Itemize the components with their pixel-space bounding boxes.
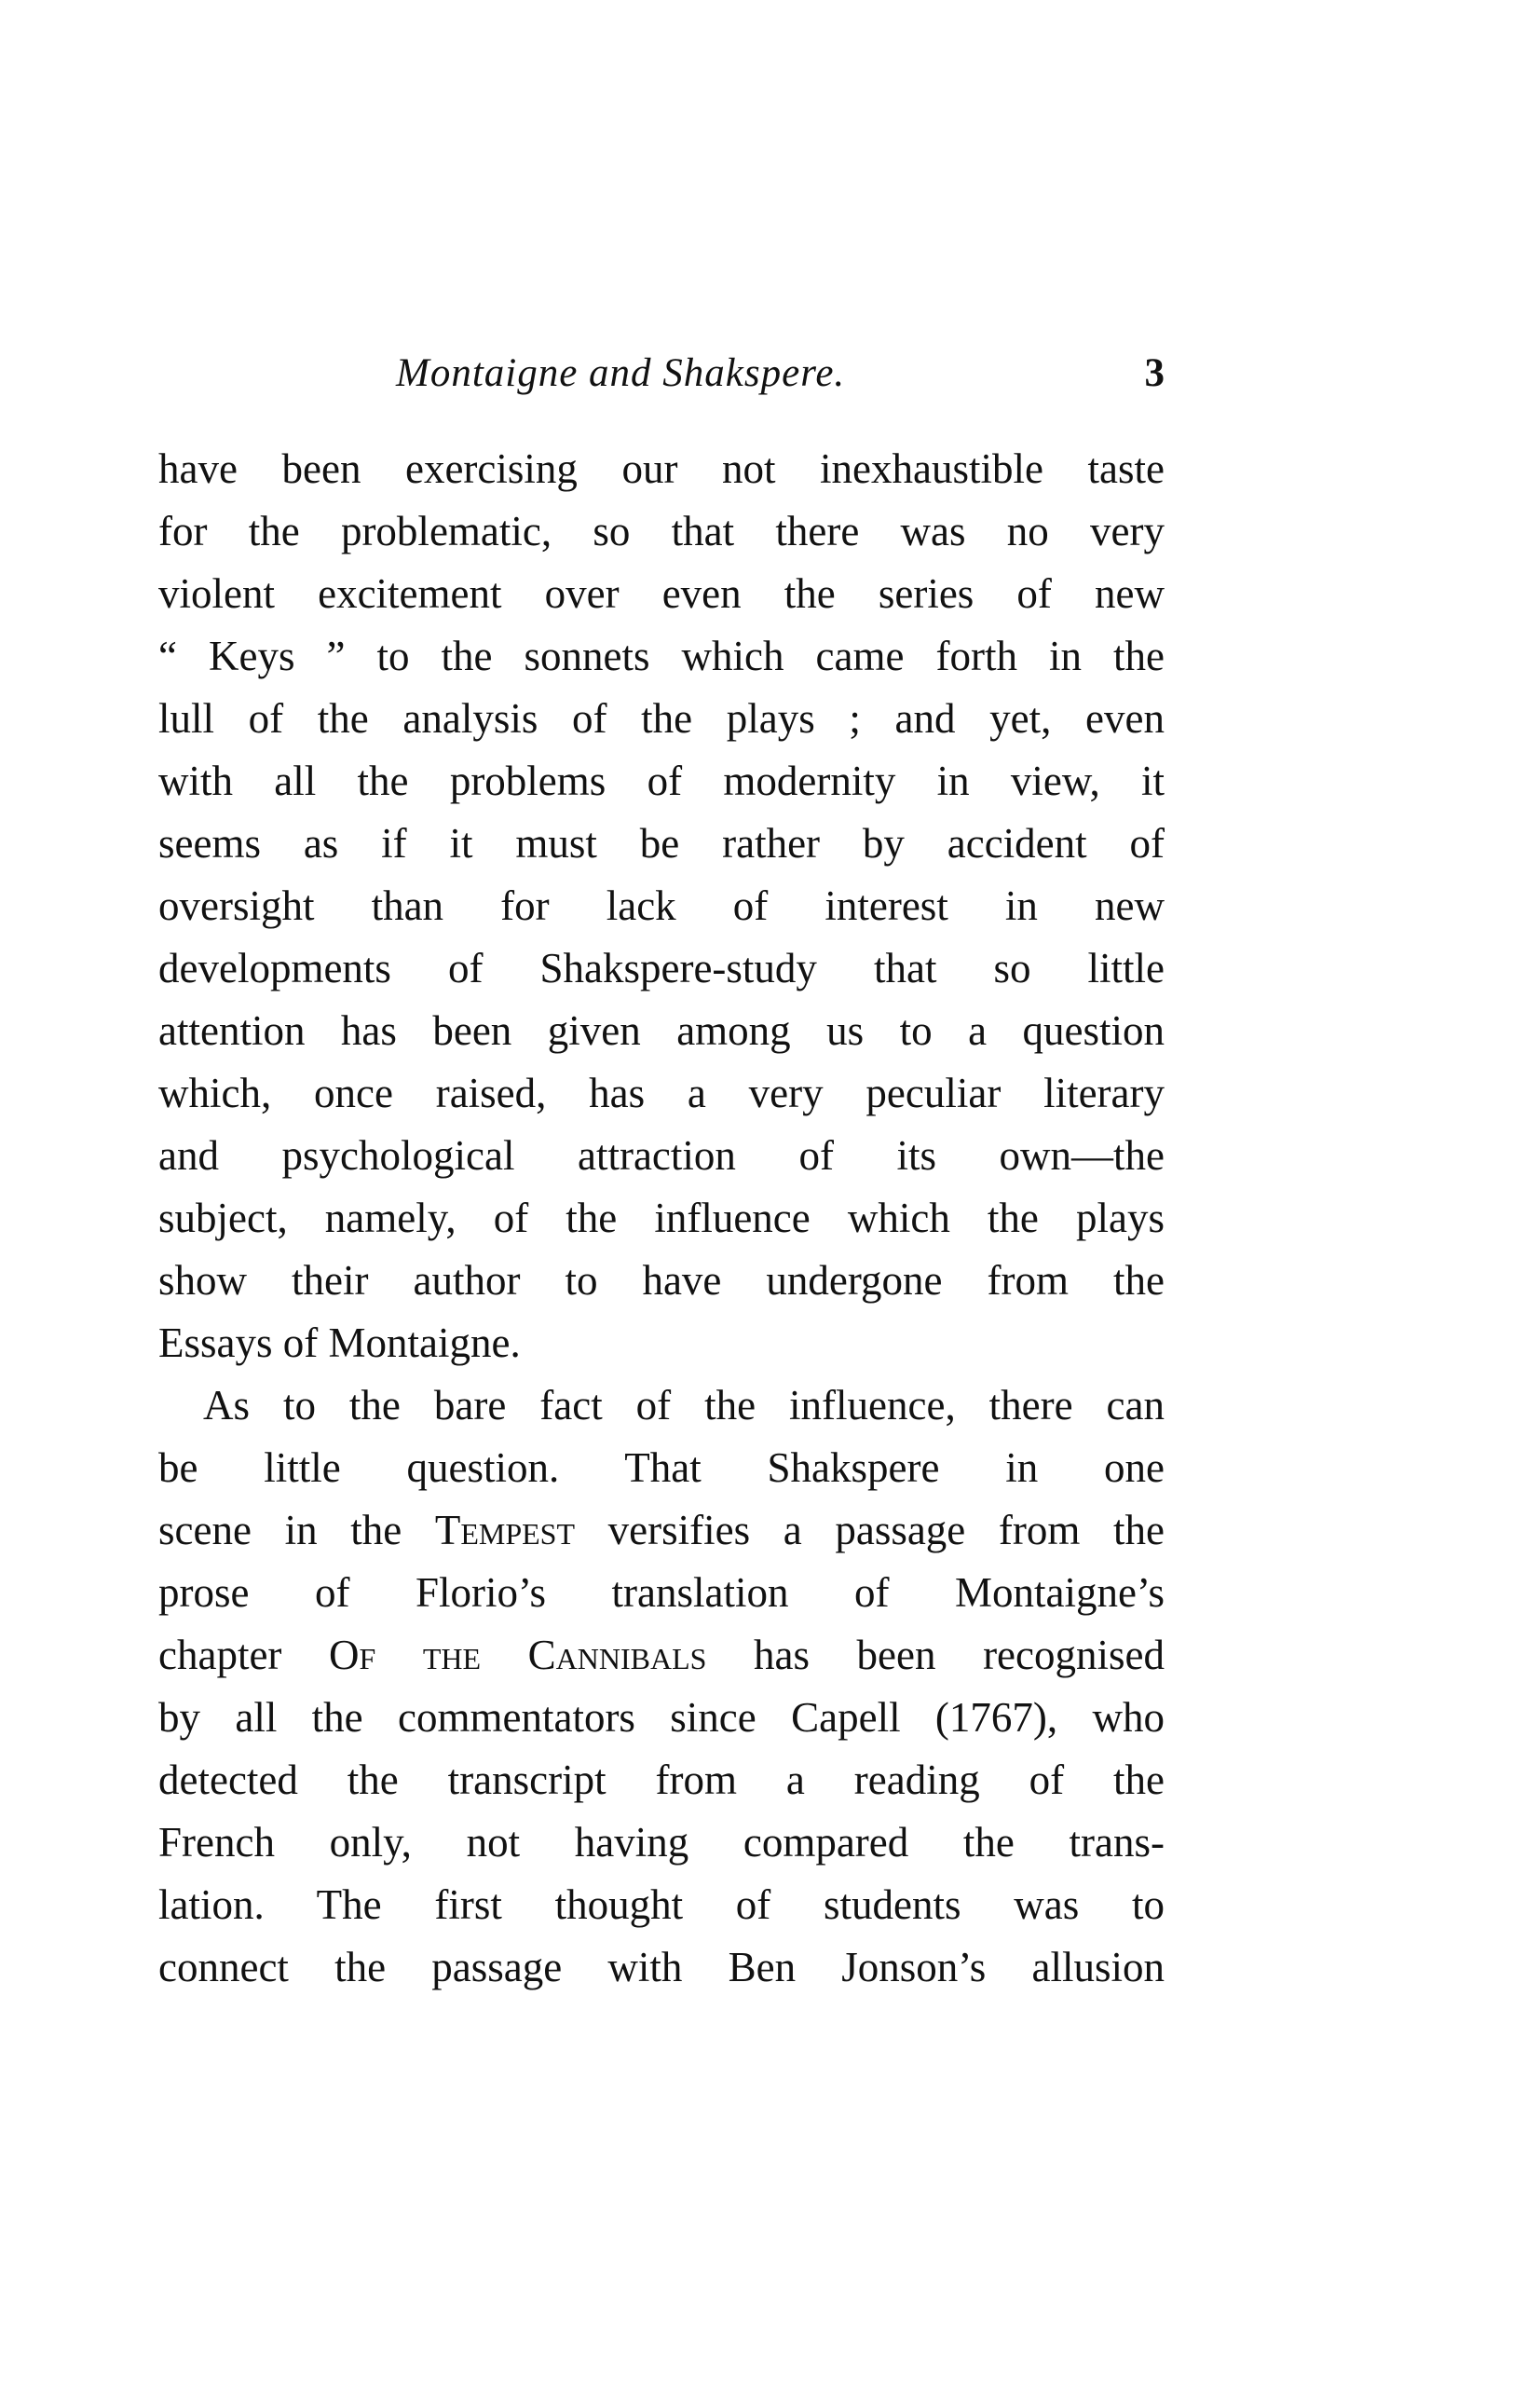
text-line: As to the bare fact of the influence, there can [203,1382,1165,1429]
text-line: Essays of Montaigne. [158,1319,521,1366]
text-line: for the problematic, so that there was no very [158,508,1165,554]
text-line: oversight than for lack of interest in new [158,882,1165,929]
text-line: with all the problems of modernity in view, it [158,758,1165,804]
text-line [158,1499,1165,1562]
text-run: versifies a passage from the [575,1507,1165,1553]
text-line: detected the transcript from a reading of the [158,1757,1165,1803]
running-title: Montaigne and Shakspere. [396,351,846,395]
chapter-title-cannibals: Of the Cannibals [328,1632,707,1678]
text-line: lation. The first thought of students was to [158,1881,1165,1928]
text-line: subject, namely, of the influence which the plays [158,1195,1165,1241]
text-line: have been exercising our not inexhaustible taste [158,445,1165,492]
page-number: 3 [1144,351,1165,395]
text-line [158,1624,1165,1687]
text-line: violent excitement over even the series of new [158,570,1165,617]
running-head [158,350,1165,416]
text-run: scene in the [158,1507,435,1553]
text-line: attention has been given among us to a question [158,1007,1165,1054]
paragraph-2 [158,1374,1165,1999]
paragraph-1 [158,438,1165,1374]
play-title-tempest: Tempest [434,1507,576,1553]
text-line: prose of Florio’s translation of Montaigne’s [158,1569,1165,1616]
text-run: chapter [158,1632,329,1678]
text-line: by all the commentators since Capell (1767), who [158,1694,1165,1741]
text-line: developments of Shakspere-study that so little [158,945,1165,991]
text-line: seems as if it must be rather by accident of [158,820,1165,867]
text-line: connect the passage with Ben Jonson’s allusion [158,1944,1165,1990]
text-line: show their author to have undergone from the [158,1257,1165,1304]
text-line: lull of the analysis of the plays ; and yet, even [158,695,1165,742]
text-run: has been recognised [706,1632,1165,1678]
text-line: be little question. That Shakspere in one [158,1444,1165,1491]
body-text [158,438,1165,1999]
text-line: “ Keys ” to the sonnets which came forth in the [158,633,1165,679]
text-line: which, once raised, has a very peculiar literary [158,1070,1165,1116]
text-line: French only, not having compared the trans- [158,1819,1165,1866]
text-line: and psychological attraction of its own—the [158,1132,1165,1179]
